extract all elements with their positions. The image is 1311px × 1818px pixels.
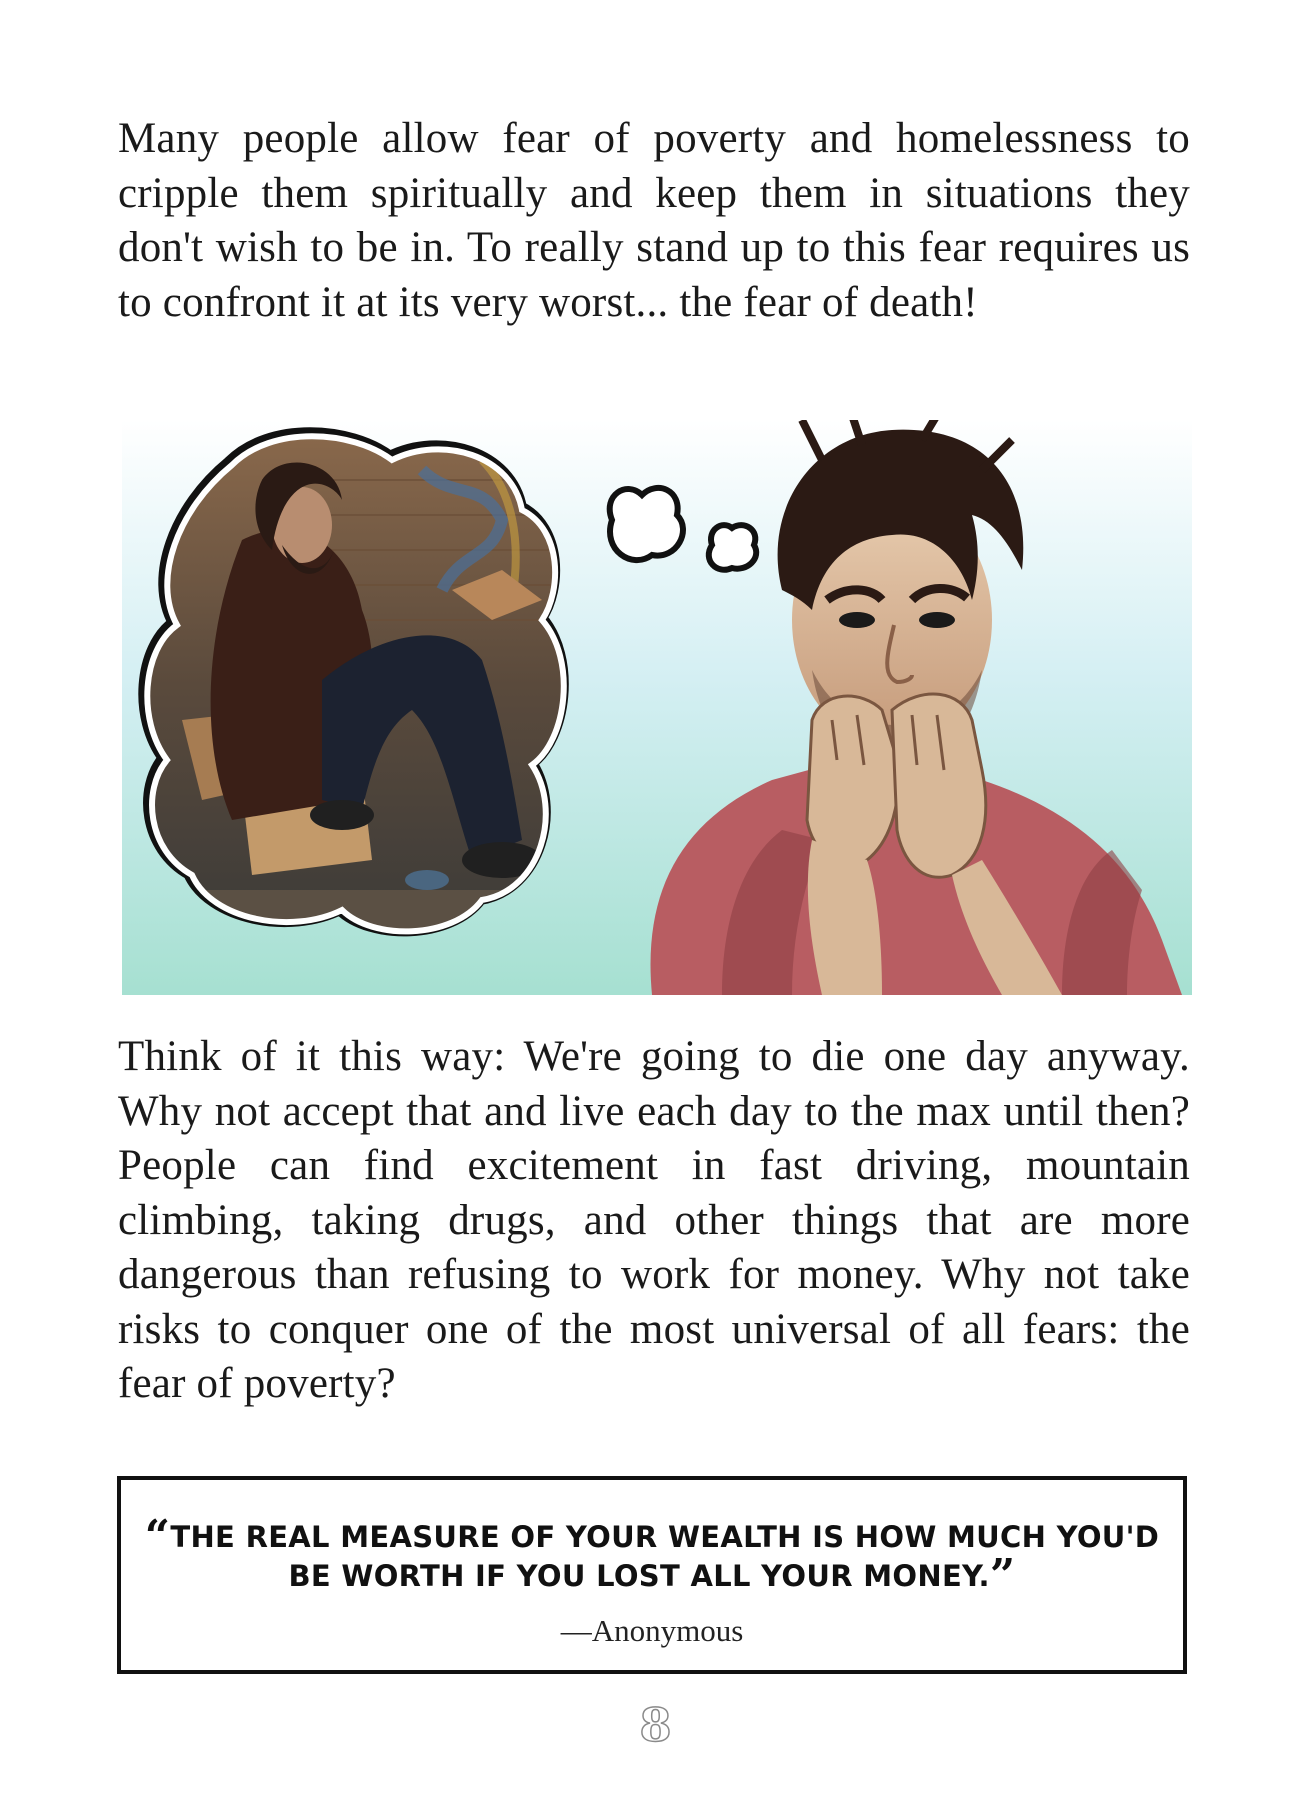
open-quote-mark: “ bbox=[144, 1511, 171, 1562]
intro-paragraph: Many people allow fear of poverty and homelessness to cripple them spiritually and keep them in situations they don't wish to be in. To really stand up to this fear requires us to confront it at its very worst... the fear of death! bbox=[118, 115, 1190, 326]
page-number: 8 bbox=[639, 1698, 672, 1752]
quote-attribution: —Anonymous bbox=[560, 1613, 744, 1648]
illustration-worried-man-thought-bubble bbox=[122, 420, 1192, 995]
body-paragraph: Think of it this way: We're going to die one day anyway. Why not accept that and live each day to the max until then? People can find excitement in fast driving, mountain climbing, taking drugs, and other things that are more dangerous than refusing to work for money. Why not take risks to conquer one of the most universal of all fears: the fear of poverty? bbox=[118, 1033, 1190, 1407]
quote-box bbox=[117, 1476, 1187, 1674]
quote-body: THE REAL MEASURE OF YOUR WEALTH IS HOW MUCH YOU'D BE WORTH IF YOU LOST ALL YOUR MONEY. bbox=[170, 1520, 1160, 1593]
quote-text bbox=[141, 1511, 1163, 1601]
close-quote-mark: ” bbox=[989, 1550, 1016, 1601]
thought-bubble bbox=[122, 420, 592, 950]
